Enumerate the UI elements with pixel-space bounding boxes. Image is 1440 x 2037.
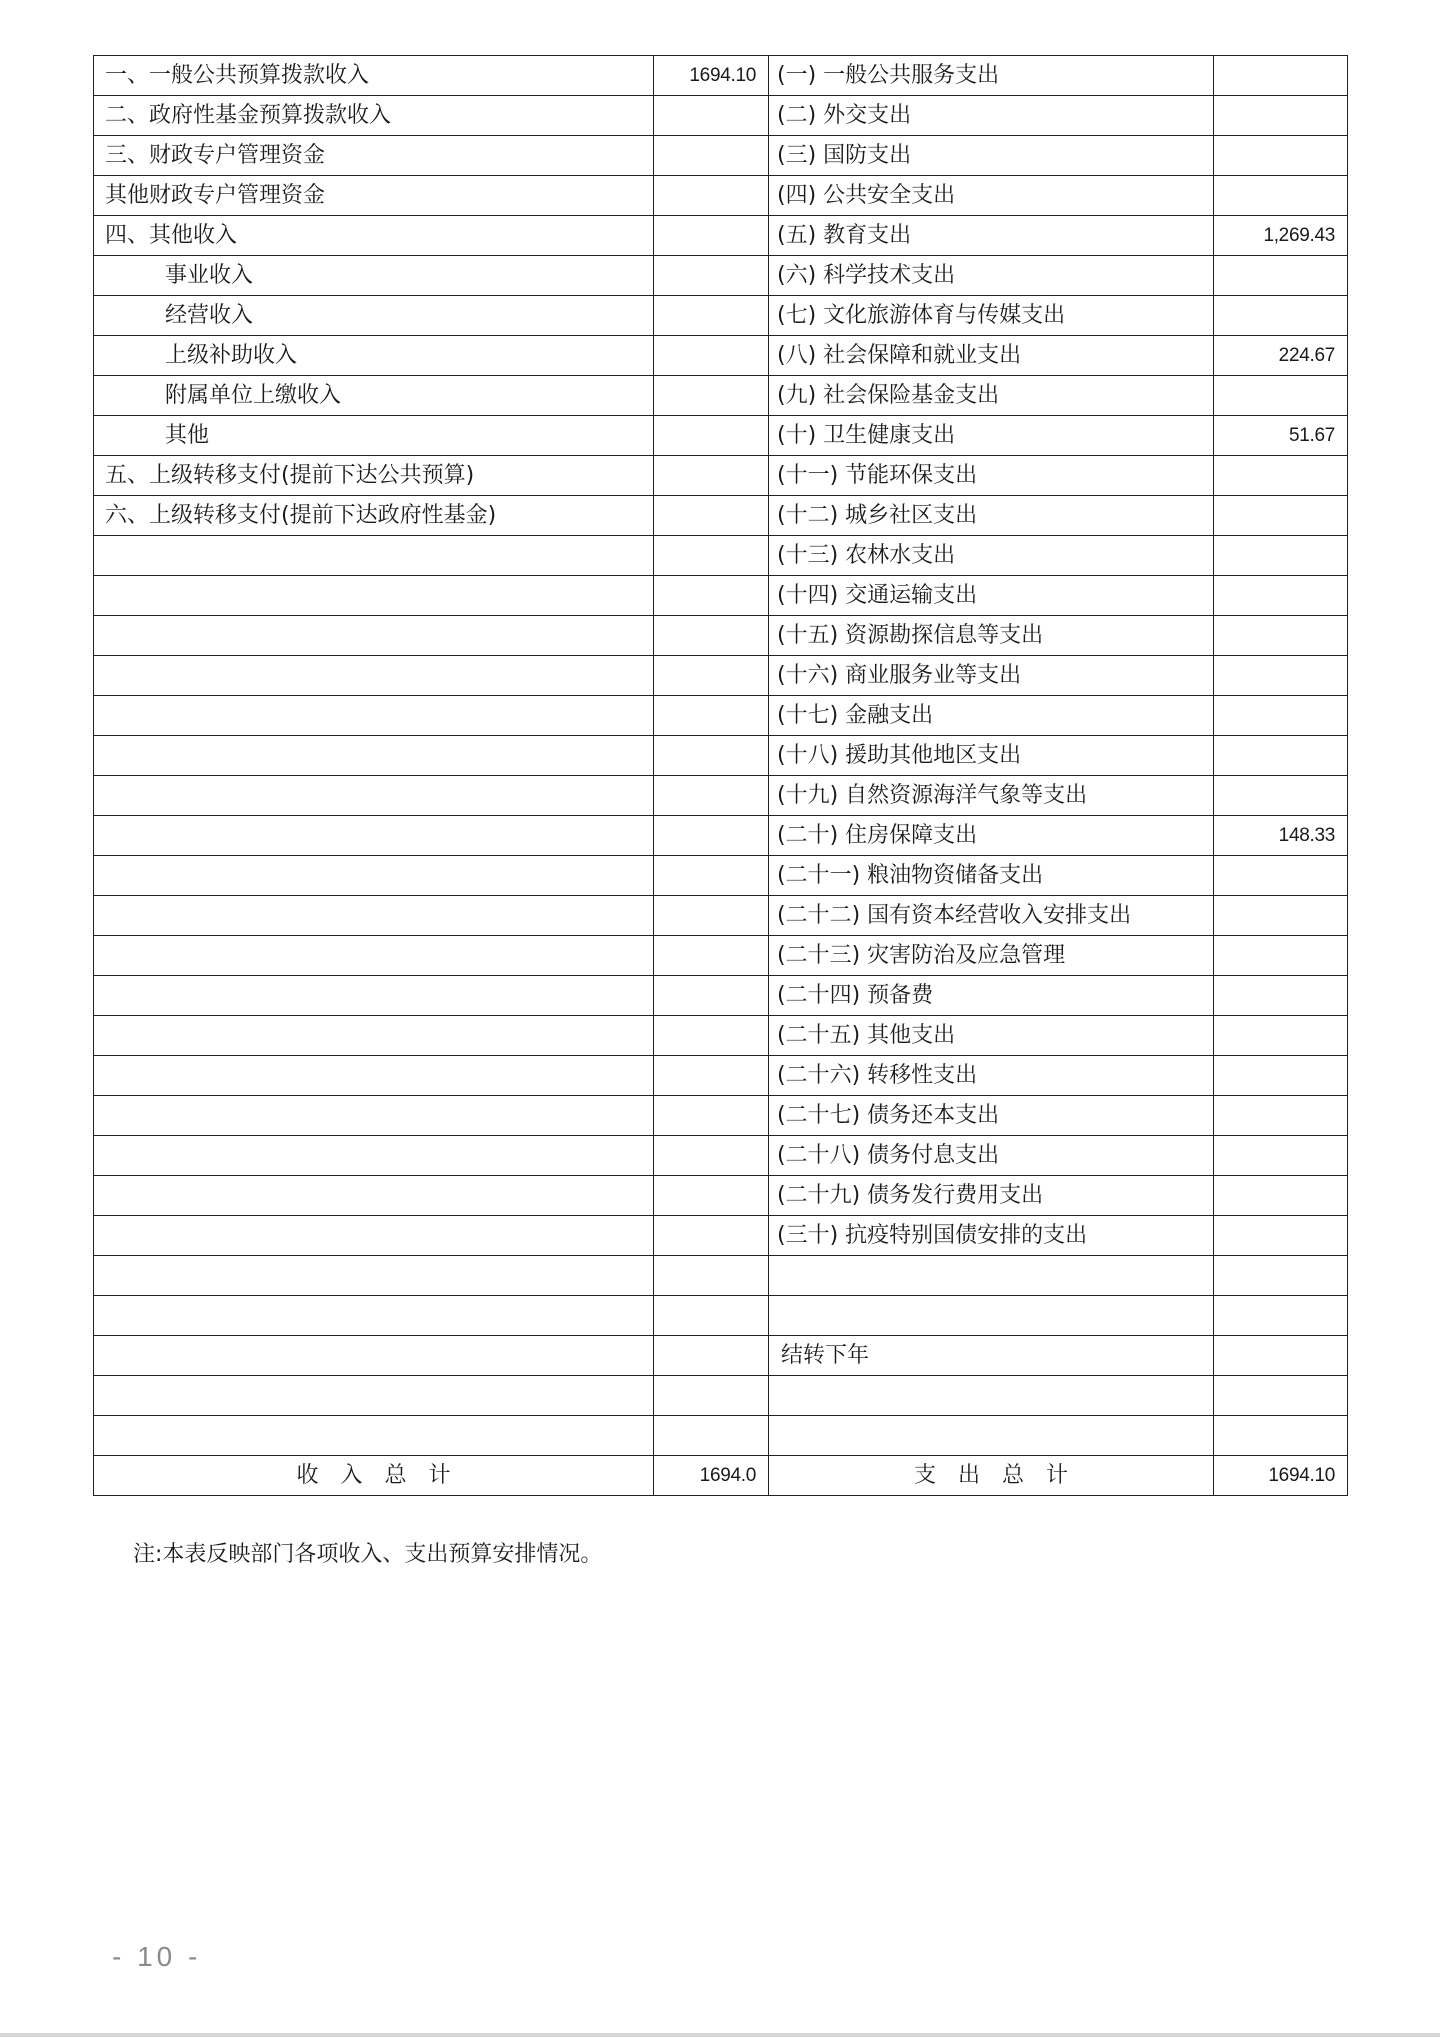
expense-item-amount	[1214, 1376, 1348, 1416]
expense-item-label: (九) 社会保险基金支出	[769, 376, 1214, 416]
table-row	[94, 256, 1348, 296]
income-item-amount	[654, 496, 769, 536]
income-item-label	[94, 816, 654, 856]
income-item-amount	[654, 1136, 769, 1176]
expense-item-label	[769, 1256, 1214, 1296]
expense-total-amount: 1694.10	[1214, 1456, 1348, 1496]
income-item-label	[94, 1176, 654, 1216]
income-item-label	[94, 936, 654, 976]
table-row	[94, 536, 1348, 576]
table-row	[94, 56, 1348, 96]
expense-item-amount	[1214, 456, 1348, 496]
expense-item-label: (二十三) 灾害防治及应急管理	[769, 936, 1214, 976]
expense-item-label	[769, 1296, 1214, 1336]
income-item-label	[94, 976, 654, 1016]
income-item-amount	[654, 576, 769, 616]
table-row	[94, 136, 1348, 176]
income-item-label: 上级补助收入	[94, 336, 654, 376]
table-note: 注:本表反映部门各项收入、支出预算安排情况。	[133, 1542, 603, 1567]
expense-item-label: (十九) 自然资源海洋气象等支出	[769, 776, 1214, 816]
income-item-amount	[654, 656, 769, 696]
expense-item-amount	[1214, 1096, 1348, 1136]
income-item-label: 三、财政专户管理资金	[94, 136, 654, 176]
income-item-label	[94, 1416, 654, 1456]
table-row	[94, 696, 1348, 736]
expense-item-label: (二十九) 债务发行费用支出	[769, 1176, 1214, 1216]
table-row	[94, 1096, 1348, 1136]
expense-item-label: (五) 教育支出	[769, 216, 1214, 256]
expense-item-label: (二十二) 国有资本经营收入安排支出	[769, 896, 1214, 936]
table-row	[94, 616, 1348, 656]
income-item-label	[94, 856, 654, 896]
expense-total-label: 支出总计	[769, 1456, 1214, 1496]
income-item-amount	[654, 1096, 769, 1136]
expense-item-label: (三) 国防支出	[769, 136, 1214, 176]
expense-item-amount	[1214, 536, 1348, 576]
income-item-label	[94, 696, 654, 736]
page-number: - 10 -	[112, 1941, 202, 1972]
income-item-amount	[654, 336, 769, 376]
expense-item-label: (六) 科学技术支出	[769, 256, 1214, 296]
expense-item-amount	[1214, 56, 1348, 96]
expense-item-amount: 224.67	[1214, 336, 1348, 376]
expense-item-amount	[1214, 1216, 1348, 1256]
expense-item-label: (二十四) 预备费	[769, 976, 1214, 1016]
income-item-amount	[654, 776, 769, 816]
income-item-label: 二、政府性基金预算拨款收入	[94, 96, 654, 136]
table-row	[94, 1336, 1348, 1376]
income-item-amount	[654, 1376, 769, 1416]
expense-item-label: (十一) 节能环保支出	[769, 456, 1214, 496]
table-row	[94, 96, 1348, 136]
income-item-amount	[654, 816, 769, 856]
income-item-amount	[654, 936, 769, 976]
table-row	[94, 736, 1348, 776]
income-item-label	[94, 1376, 654, 1416]
table-row	[94, 1056, 1348, 1096]
expense-item-label	[769, 1376, 1214, 1416]
expense-item-label: (十八) 援助其他地区支出	[769, 736, 1214, 776]
expense-item-label: (十四) 交通运输支出	[769, 576, 1214, 616]
income-item-label: 事业收入	[94, 256, 654, 296]
income-item-amount	[654, 1256, 769, 1296]
table-row	[94, 896, 1348, 936]
expense-item-amount	[1214, 256, 1348, 296]
income-item-label: 六、上级转移支付(提前下达政府性基金)	[94, 496, 654, 536]
income-item-amount	[654, 256, 769, 296]
bottom-rule	[0, 2033, 1440, 2037]
expense-item-amount	[1214, 856, 1348, 896]
expense-item-amount	[1214, 136, 1348, 176]
expense-item-amount	[1214, 656, 1348, 696]
table-row	[94, 176, 1348, 216]
expense-item-amount	[1214, 1136, 1348, 1176]
income-item-amount	[654, 96, 769, 136]
table-row	[94, 776, 1348, 816]
income-item-label	[94, 776, 654, 816]
income-item-amount	[654, 1016, 769, 1056]
income-item-amount	[654, 416, 769, 456]
expense-item-label: (十五) 资源勘探信息等支出	[769, 616, 1214, 656]
table-row	[94, 496, 1348, 536]
expense-item-label: (三十) 抗疫特别国债安排的支出	[769, 1216, 1214, 1256]
table-row	[94, 1376, 1348, 1416]
income-item-amount	[654, 136, 769, 176]
expense-item-label: (二十) 住房保障支出	[769, 816, 1214, 856]
expense-item-amount	[1214, 1016, 1348, 1056]
budget-table	[93, 55, 1348, 1496]
expense-item-amount	[1214, 736, 1348, 776]
income-item-amount	[654, 1176, 769, 1216]
table-row	[94, 1176, 1348, 1216]
income-total-label: 收入总计	[94, 1456, 654, 1496]
income-item-label	[94, 1016, 654, 1056]
income-item-label: 五、上级转移支付(提前下达公共预算)	[94, 456, 654, 496]
table-row	[94, 656, 1348, 696]
expense-item-label: (一) 一般公共服务支出	[769, 56, 1214, 96]
expense-item-label: (二十五) 其他支出	[769, 1016, 1214, 1056]
income-item-amount	[654, 736, 769, 776]
income-item-amount	[654, 856, 769, 896]
table-row	[94, 576, 1348, 616]
expense-item-amount	[1214, 96, 1348, 136]
expense-item-label: 结转下年	[769, 1336, 1214, 1376]
income-item-label: 附属单位上缴收入	[94, 376, 654, 416]
expense-item-amount	[1214, 376, 1348, 416]
table-row	[94, 216, 1348, 256]
expense-item-amount	[1214, 696, 1348, 736]
table-row	[94, 976, 1348, 1016]
table-row	[94, 1416, 1348, 1456]
income-item-amount	[654, 456, 769, 496]
totals-row	[94, 1456, 1348, 1496]
expense-item-label: (十) 卫生健康支出	[769, 416, 1214, 456]
expense-item-amount	[1214, 1296, 1348, 1336]
table-row	[94, 296, 1348, 336]
income-item-label	[94, 1296, 654, 1336]
income-item-label	[94, 896, 654, 936]
income-item-amount	[654, 1216, 769, 1256]
income-item-label	[94, 736, 654, 776]
table-row	[94, 1016, 1348, 1056]
income-item-amount	[654, 696, 769, 736]
income-item-amount	[654, 616, 769, 656]
expense-item-label: (十二) 城乡社区支出	[769, 496, 1214, 536]
table-row	[94, 416, 1348, 456]
income-item-label	[94, 1216, 654, 1256]
expense-item-amount	[1214, 496, 1348, 536]
income-item-amount	[654, 1296, 769, 1336]
table-row	[94, 1136, 1348, 1176]
expense-item-label: (七) 文化旅游体育与传媒支出	[769, 296, 1214, 336]
table-row	[94, 456, 1348, 496]
income-item-label	[94, 576, 654, 616]
income-item-amount	[654, 1416, 769, 1456]
expense-item-amount	[1214, 1416, 1348, 1456]
expense-item-amount	[1214, 1176, 1348, 1216]
expense-item-label	[769, 1416, 1214, 1456]
expense-item-amount: 148.33	[1214, 816, 1348, 856]
income-item-label	[94, 1056, 654, 1096]
income-item-amount	[654, 536, 769, 576]
income-item-label	[94, 616, 654, 656]
table-row	[94, 816, 1348, 856]
expense-item-label: (二十一) 粮油物资储备支出	[769, 856, 1214, 896]
expense-item-label: (四) 公共安全支出	[769, 176, 1214, 216]
budget-table-body	[94, 56, 1348, 1496]
table-row	[94, 336, 1348, 376]
expense-item-label: (二) 外交支出	[769, 96, 1214, 136]
income-item-amount	[654, 1336, 769, 1376]
expense-item-label: (二十六) 转移性支出	[769, 1056, 1214, 1096]
income-item-amount	[654, 896, 769, 936]
expense-item-amount	[1214, 1336, 1348, 1376]
table-row	[94, 856, 1348, 896]
income-total-amount: 1694.0	[654, 1456, 769, 1496]
income-item-label: 其他财政专户管理资金	[94, 176, 654, 216]
expense-item-amount	[1214, 176, 1348, 216]
income-item-amount	[654, 376, 769, 416]
income-item-label	[94, 656, 654, 696]
expense-item-label: (八) 社会保障和就业支出	[769, 336, 1214, 376]
income-item-label	[94, 1336, 654, 1376]
expense-item-amount	[1214, 776, 1348, 816]
expense-item-amount	[1214, 1256, 1348, 1296]
expense-item-amount	[1214, 616, 1348, 656]
table-row	[94, 1256, 1348, 1296]
income-item-label	[94, 536, 654, 576]
expense-item-amount	[1214, 296, 1348, 336]
income-item-label	[94, 1136, 654, 1176]
expense-item-label: (二十八) 债务付息支出	[769, 1136, 1214, 1176]
income-item-amount	[654, 976, 769, 1016]
income-item-label: 一、一般公共预算拨款收入	[94, 56, 654, 96]
expense-item-amount	[1214, 976, 1348, 1016]
expense-item-amount	[1214, 1056, 1348, 1096]
expense-item-amount	[1214, 936, 1348, 976]
income-item-label: 其他	[94, 416, 654, 456]
table-row	[94, 376, 1348, 416]
income-item-amount: 1694.10	[654, 56, 769, 96]
expense-item-label: (十三) 农林水支出	[769, 536, 1214, 576]
income-item-label	[94, 1096, 654, 1136]
table-row	[94, 1216, 1348, 1256]
income-item-amount	[654, 1056, 769, 1096]
income-item-amount	[654, 296, 769, 336]
expense-item-amount	[1214, 576, 1348, 616]
income-item-label: 经营收入	[94, 296, 654, 336]
table-row	[94, 936, 1348, 976]
expense-item-label: (十六) 商业服务业等支出	[769, 656, 1214, 696]
expense-item-amount: 51.67	[1214, 416, 1348, 456]
income-item-label: 四、其他收入	[94, 216, 654, 256]
income-item-label	[94, 1256, 654, 1296]
income-item-amount	[654, 216, 769, 256]
expense-item-label: (二十七) 债务还本支出	[769, 1096, 1214, 1136]
expense-item-label: (十七) 金融支出	[769, 696, 1214, 736]
expense-item-amount: 1,269.43	[1214, 216, 1348, 256]
expense-item-amount	[1214, 896, 1348, 936]
income-item-amount	[654, 176, 769, 216]
table-row	[94, 1296, 1348, 1336]
